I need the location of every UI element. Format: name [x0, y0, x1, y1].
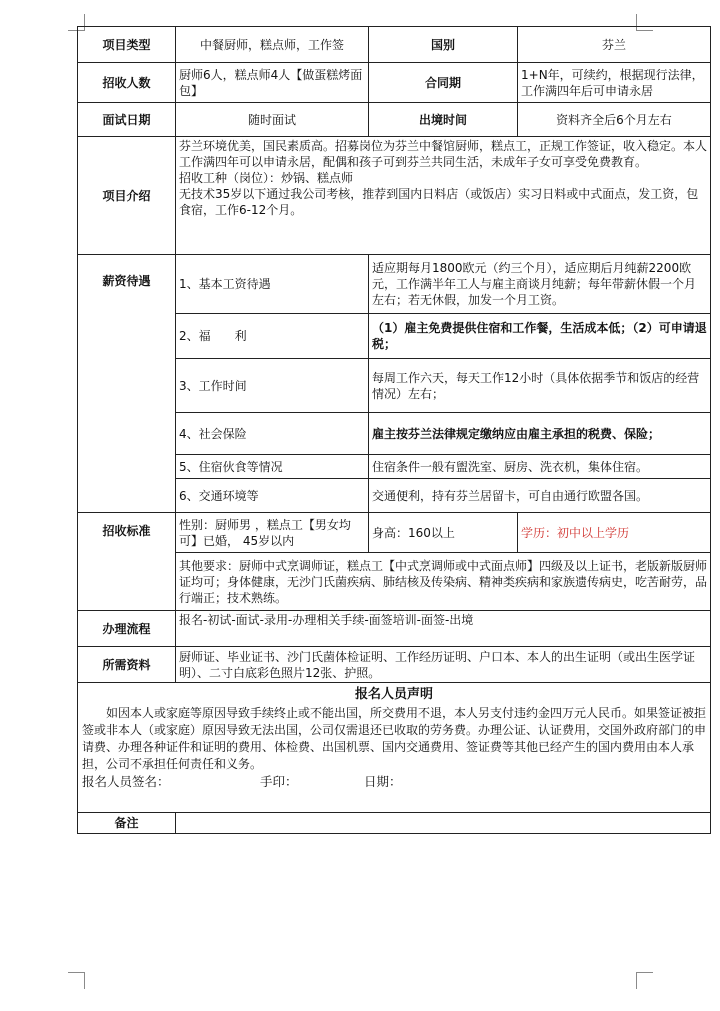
- date-label: 日期：: [364, 774, 402, 789]
- contract-period-value: 1+N年，可续约，根据现行法律，工作满四年后可申请永居: [518, 63, 711, 103]
- row-process: [78, 611, 711, 647]
- recruitment-form-table: [77, 26, 711, 834]
- project-intro-job-types: 招收工种（岗位）：炒锅、糕点师: [179, 171, 354, 185]
- documents-value: 厨师证、毕业证书、沙门氏菌体检证明、工作经历证明、户口本、本人的出生证明（或出生医学证明）、二寸白底彩色照片12张、护照。: [176, 647, 711, 683]
- salary-item-detail: 住宿条件一般有盥洗室、厨房、洗衣机，集体住宿。: [369, 455, 711, 479]
- salary-item-name: 2、福 利: [176, 314, 369, 359]
- declaration-cell: [78, 683, 711, 813]
- salary-row: [78, 255, 711, 314]
- salary-item-detail: 适应期每月1800欧元（约三个月），适应期后月纯薪2200欧元，工作满半年工人与雇主商谈月纯薪；每年带薪休假一个月左右；若无休假，加发一个月工资。: [369, 255, 711, 314]
- gender-requirement: 性别：厨师男 ，糕点工【男女均可】已婚， 45岁以内: [176, 513, 369, 553]
- recruit-count-label: 招收人数: [78, 63, 176, 103]
- signature-label: 报名人员签名：: [82, 774, 170, 789]
- row-documents: [78, 647, 711, 683]
- height-requirement: 身高：160以上: [369, 513, 518, 553]
- row-project-intro: [78, 137, 711, 255]
- project-intro-content: [176, 137, 711, 255]
- country-label: 国别: [369, 27, 518, 63]
- project-intro-paragraph: 芬兰环境优美，国民素质高。招募岗位为芬兰中餐馆厨师，糕点工，正规工作签证，收入稳定。本人工作满四年可以申请永居，配偶和孩子可到芬兰共同生活，未成年子女可享受免费教育。: [179, 139, 708, 169]
- departure-time-value: 资料齐全后6个月左右: [518, 103, 711, 137]
- page-corner-mark-bottom-right: [636, 972, 653, 989]
- other-requirements: 其他要求：厨师中式烹调师证，糕点工【中式烹调师或中式面点师】四级及以上证书，老版新版厨师证均可；身体健康，无沙门氏菌疾病、肺结核及传染病、精神类疾病和家族遗传病史，吃苦耐劳，品行端正；技术熟练。: [176, 553, 711, 611]
- salary-item-name: 6、交通环境等: [176, 479, 369, 513]
- page-corner-mark-bottom-left: [68, 972, 85, 989]
- salary-item-detail: 交通便利，持有芬兰居留卡，可自由通行欧盟各国。: [369, 479, 711, 513]
- salary-item-detail: 雇主按芬兰法律规定缴纳应由雇主承担的税费、保险；: [369, 413, 711, 455]
- salary-label: 薪资待遇: [78, 255, 176, 513]
- project-intro-label: 项目介绍: [78, 137, 176, 255]
- signature-line: [82, 773, 706, 791]
- remarks-label: 备注: [78, 813, 176, 834]
- project-intro-training: 无技术35岁以下通过我公司考核，推荐到国内日料店（或饭店）实习日料或中式面点，发工资，包食宿，工作6-12个月。: [179, 187, 699, 217]
- row-recruit-standard: [78, 513, 711, 553]
- interview-date-label: 面试日期: [78, 103, 176, 137]
- education-requirement: 学历：初中以上学历: [518, 513, 711, 553]
- salary-item-name: 1、基本工资待遇: [176, 255, 369, 314]
- documents-label: 所需资料: [78, 647, 176, 683]
- contract-period-label: 合同期: [369, 63, 518, 103]
- recruit-standard-label: 招收标准: [78, 513, 176, 611]
- project-type-label: 项目类型: [78, 27, 176, 63]
- process-value: 报名-初试-面试-录用-办理相关手续-面签培训-面签-出境: [176, 611, 711, 647]
- departure-time-label: 出境时间: [369, 103, 518, 137]
- salary-item-detail: 每周工作六天，每天工作12小时（具体依据季节和饭店的经营情况）左右；: [369, 359, 711, 413]
- row-recruit-count: [78, 63, 711, 103]
- declaration-title: 报名人员声明: [354, 687, 433, 702]
- salary-item-name: 5、住宿伙食等情况: [176, 455, 369, 479]
- project-type-value: 中餐厨师，糕点师，工作签: [176, 27, 369, 63]
- row-remarks: [78, 813, 711, 834]
- remarks-value: [176, 813, 711, 834]
- fingerprint-label: 手印：: [260, 774, 298, 789]
- salary-item-name: 3、工作时间: [176, 359, 369, 413]
- recruit-count-value: 厨师6人，糕点师4人【做蛋糕烤面包】: [176, 63, 369, 103]
- declaration-body: 如因本人或家庭等原因导致手续终止或不能出国，所交费用不退，本人另支付违约金四万元人民币。如果签证被拒签或非本人（或家庭）原因导致无法出国，公司仅需退还已收取的劳务费。办理公证、认证费用，交国外政府部门的申请费、办理各种证件和证明的费用、体检费、出国机票、国内交通费用、签证费等其他已经产生的国内费用由本人承担，公司不承担任何责任和义务。: [82, 706, 707, 771]
- salary-item-name: 4、社会保险: [176, 413, 369, 455]
- row-project-type: [78, 27, 711, 63]
- row-interview: [78, 103, 711, 137]
- salary-item-detail: （1）雇主免费提供住宿和工作餐，生活成本低；（2）可申请退税；: [369, 314, 711, 359]
- country-value: 芬兰: [518, 27, 711, 63]
- interview-date-value: 随时面试: [176, 103, 369, 137]
- process-label: 办理流程: [78, 611, 176, 647]
- row-declaration: [78, 683, 711, 813]
